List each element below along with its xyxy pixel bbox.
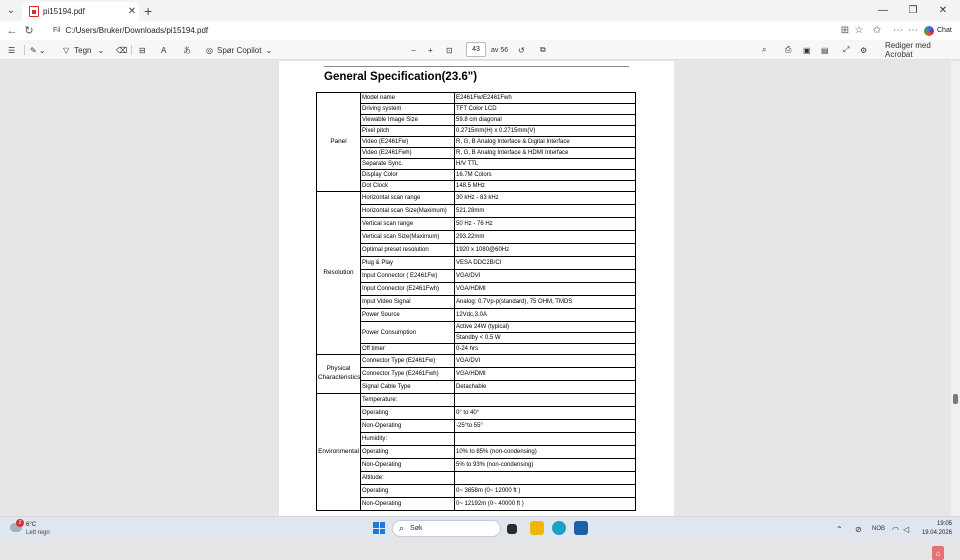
spec-value: 521.28mm (455, 205, 636, 218)
language-indicator[interactable]: NOB (872, 526, 886, 532)
page-count: av 56 (491, 46, 509, 54)
minimize-icon[interactable]: — (878, 4, 888, 16)
tab-pdf[interactable] (22, 2, 139, 21)
spec-value: 0.2715mm(H) x 0.2715mm(V) (455, 126, 636, 137)
spec-value: 0~ 3658m (0~ 12000 ft ) (455, 485, 636, 498)
table-row (317, 459, 636, 472)
table-row (317, 355, 636, 368)
spec-label: Vertical scan range (361, 218, 455, 231)
spec-value: 50 Hz - 76 Hz (455, 218, 636, 231)
table-row (317, 296, 636, 309)
spec-value: 59.8 cm diagonal (455, 115, 636, 126)
spec-value: 0-24 hrs (455, 344, 636, 355)
spec-value: Active 24W (typical) (455, 322, 636, 333)
scrollbar[interactable] (951, 61, 960, 516)
weather-description: Lett regn (26, 530, 50, 536)
back-icon[interactable]: ← (6, 24, 18, 37)
volume-icon[interactable]: ◁ (903, 524, 910, 534)
table-row (317, 420, 636, 433)
table-row (317, 446, 636, 459)
table-row (317, 368, 636, 381)
spec-value: 148.5 MHz (455, 181, 636, 192)
spec-label: Vertical scan Size(Maximum) (361, 231, 455, 244)
search-placeholder: Søk (410, 525, 423, 532)
clock-date: 19.04.2026 (921, 530, 952, 536)
table-row (317, 257, 636, 270)
taskbar-search[interactable] (392, 520, 501, 537)
store-icon[interactable] (574, 521, 588, 535)
taskbar (0, 516, 960, 540)
spec-label: Non-Operating (361, 420, 455, 433)
eraser-icon[interactable]: ⌫ (116, 45, 128, 55)
tab-actions-menu-icon[interactable]: ⌄ (6, 5, 16, 16)
chevron-up-icon[interactable]: ⌃ (836, 524, 843, 534)
spec-label: Pixel pitch (361, 126, 455, 137)
spec-value: VGA/DVI (455, 355, 636, 368)
spec-label: Input Connector (E2461Fwh) (361, 283, 455, 296)
highlight-icon[interactable]: ✎ ⌄ (30, 45, 46, 55)
spec-label: Video (E2461Fwh) (361, 148, 455, 159)
draw-icon: ▽ (63, 45, 70, 55)
table-row (317, 485, 636, 498)
spec-label: Horizontal scan range (361, 192, 455, 205)
spec-label: Temperature: (361, 394, 455, 407)
spec-label: Driving system (361, 104, 455, 115)
spec-value: 12Vdc,3.0A (455, 309, 636, 322)
table-row (317, 381, 636, 394)
spec-label: Humidity: (361, 433, 455, 446)
spec-value: VESA DDC2B/CI (455, 257, 636, 270)
spec-label: Separate Sync. (361, 159, 455, 170)
clock-time: 19:05 (936, 521, 952, 527)
settings-more-icon[interactable]: ⋯ (908, 25, 918, 36)
tab-close-icon[interactable]: ✕ (127, 6, 137, 17)
spec-value: R, G, B Analog Interface & HDMI Interface (455, 148, 636, 159)
spec-value: E2461Fw/E2461Fwh (455, 93, 636, 104)
file-explorer-icon[interactable] (530, 521, 544, 535)
fullscreen-icon[interactable]: ⤢ (843, 45, 850, 54)
table-row (317, 126, 636, 137)
url-text: C:/Users/Bruker/Downloads/pi15194.pdf (65, 26, 209, 35)
table-row (317, 472, 636, 485)
spec-value: 10% to 85% (non-condensing) (455, 446, 636, 459)
text-box-icon[interactable]: ⊟ (139, 45, 146, 55)
table-row (317, 344, 636, 355)
table-row (317, 93, 636, 104)
maximize-icon[interactable]: ❐ (908, 4, 918, 16)
table-row (317, 104, 636, 115)
divider (324, 66, 629, 67)
copilot-icon (924, 26, 934, 36)
spec-label: Video (E2461Fw) (361, 137, 455, 148)
spec-value (455, 394, 636, 407)
table-row (317, 244, 636, 257)
spec-value: 293.22mm (455, 231, 636, 244)
spec-label: Optimal preset resolution (361, 244, 455, 257)
spec-value: Detachable (455, 381, 636, 394)
spec-label: Connector Type (E2461Fwh) (361, 368, 455, 381)
print-icon[interactable]: ⎙ (785, 45, 792, 54)
zoom-in-icon[interactable]: + (428, 45, 433, 55)
spec-value: 5% to 93% (non-condensing) (455, 459, 636, 472)
acrobat-icon[interactable]: ⌂ (932, 546, 944, 560)
spec-label: Viewable Image Size (361, 115, 455, 126)
table-row (317, 192, 636, 205)
spec-value: R, G, B Analog Interface & Digital Interface (455, 137, 636, 148)
more-icon[interactable]: ⋯ (893, 25, 903, 36)
spec-label: Power Consumption (361, 322, 455, 344)
spec-label: Non-Operating (361, 459, 455, 472)
rotate-icon[interactable]: ↺ (518, 45, 525, 55)
contents-icon[interactable]: ☰ (8, 45, 16, 55)
spec-value: Standby < 0.5 W (455, 333, 636, 344)
spec-label: Operating (361, 446, 455, 459)
spec-label: Off timer (361, 344, 455, 355)
spec-label: Horizontal scan Size(Maximum) (361, 205, 455, 218)
table-row (317, 148, 636, 159)
spec-label: Model name (361, 93, 455, 104)
read-aloud-icon[interactable]: A (161, 45, 167, 55)
spec-label: Operating (361, 485, 455, 498)
spec-value: 16.7M Colors (455, 170, 636, 181)
translate-icon[interactable]: あ (183, 45, 191, 55)
table-row (317, 407, 636, 420)
table-row (317, 170, 636, 181)
spec-label: Non-Operating (361, 498, 455, 511)
spec-value (455, 472, 636, 485)
category-physical: Physical Characteristics (317, 355, 361, 394)
chevron-down-icon: ⌄ (265, 45, 273, 55)
spec-value: Analog: 0.7Vp-p(standard), 75 OHM, TMDS (455, 296, 636, 309)
spec-value: VGA/DVI (455, 270, 636, 283)
table-row (317, 322, 636, 333)
weather-temperature: 6°C (26, 522, 37, 528)
favorite-star-icon[interactable]: ☆ (854, 25, 864, 36)
spec-value: H/V TTL (455, 159, 636, 170)
search-icon: ⌕ (399, 523, 405, 533)
spec-value: 1920 x 1080@60Hz (455, 244, 636, 257)
draw-button[interactable] (63, 40, 104, 60)
edit-acrobat-button[interactable]: Rediger med Acrobat (885, 41, 931, 59)
spec-label: Dot Clock (361, 181, 455, 192)
pdf-page (279, 61, 674, 521)
fit-page-icon[interactable]: ⊡ (446, 45, 453, 55)
spec-label: Plug & Play (361, 257, 455, 270)
spec-value: 30 kHz - 83 kHz (455, 192, 636, 205)
refresh-icon[interactable]: ↻ (24, 25, 34, 37)
spec-label: Signal Cable Type (361, 381, 455, 394)
table-row (317, 433, 636, 446)
spec-value: TFT Color LCD (455, 104, 636, 115)
chat-label: Chat (937, 27, 952, 34)
spec-label: Power Source (361, 309, 455, 322)
table-row (317, 270, 636, 283)
app-available-icon[interactable]: ⊞ (840, 25, 850, 36)
url-field[interactable] (48, 22, 830, 39)
spec-value: VGA/HDMI (455, 283, 636, 296)
spec-label: Input Connector ( E2461Fw) (361, 270, 455, 283)
clock[interactable] (918, 520, 952, 538)
divider (131, 45, 132, 55)
weather-widget[interactable] (10, 519, 70, 539)
favorites-icon[interactable]: ✩ (872, 25, 882, 36)
copilot-label: Spør Copilot (216, 45, 262, 55)
category-environmental: Environmental (317, 394, 361, 511)
edge-icon[interactable] (552, 521, 566, 535)
table-row (317, 181, 636, 192)
spec-value (455, 433, 636, 446)
save-icon[interactable]: ▣ (803, 45, 811, 55)
table-row (317, 159, 636, 170)
search-icon[interactable]: ⌕ (762, 45, 767, 54)
new-tab-button[interactable]: + (144, 3, 153, 19)
spec-label: Display Color (361, 170, 455, 181)
table-row (317, 218, 636, 231)
copilot-icon: ◎ (206, 45, 213, 55)
notification-badge: 2 (16, 519, 24, 527)
start-button[interactable] (373, 522, 385, 534)
copilot-button[interactable] (206, 40, 272, 60)
spec-value: 0~ 12192m (0~ 40000 ft ) (455, 498, 636, 511)
page-title: General Specification(23.6") (324, 71, 478, 83)
spec-value: -25°to 55° (455, 420, 636, 433)
address-bar (0, 21, 960, 40)
page-view-icon[interactable]: ⧉ (540, 45, 546, 54)
copilot-chat-button[interactable] (924, 24, 952, 37)
close-window-icon[interactable]: ✕ (938, 4, 948, 16)
draw-label: Tegn (74, 45, 92, 55)
table-row (317, 283, 636, 296)
scrollbar-thumb[interactable] (953, 394, 958, 404)
spec-label: Input Video Signal (361, 296, 455, 309)
pdf-toolbar (0, 40, 960, 60)
spec-table (316, 92, 636, 511)
category-resolution: Resolution (317, 192, 361, 355)
category-panel: Panel (317, 93, 361, 192)
wifi-icon[interactable]: ◠ (892, 524, 899, 534)
zoom-out-icon[interactable]: − (411, 45, 416, 55)
task-view-icon[interactable] (507, 524, 517, 534)
spec-value: VGA/HDMI (455, 368, 636, 381)
file-scheme-label: Fil (53, 27, 61, 34)
table-row (317, 498, 636, 511)
table-row (317, 137, 636, 148)
page-number-input[interactable]: 43 (466, 42, 486, 57)
save-as-icon[interactable]: ▤ (821, 45, 829, 55)
table-row (317, 205, 636, 218)
table-row (317, 115, 636, 126)
chevron-down-icon: ⌄ (97, 45, 105, 55)
table-row (317, 394, 636, 407)
focus-icon[interactable]: ⊘ (855, 524, 862, 534)
tab-title: pi15194.pdf (43, 7, 85, 16)
spec-value: 0° to 40° (455, 407, 636, 420)
divider (24, 45, 25, 55)
table-row (317, 309, 636, 322)
spec-label: Operating (361, 407, 455, 420)
pdf-file-icon (29, 6, 39, 17)
spec-label: Connector Type (E2461Fw) (361, 355, 455, 368)
spec-label: Altitude: (361, 472, 455, 485)
settings-icon[interactable]: ⚙ (860, 45, 868, 55)
tab-bar (0, 0, 960, 21)
table-row (317, 231, 636, 244)
